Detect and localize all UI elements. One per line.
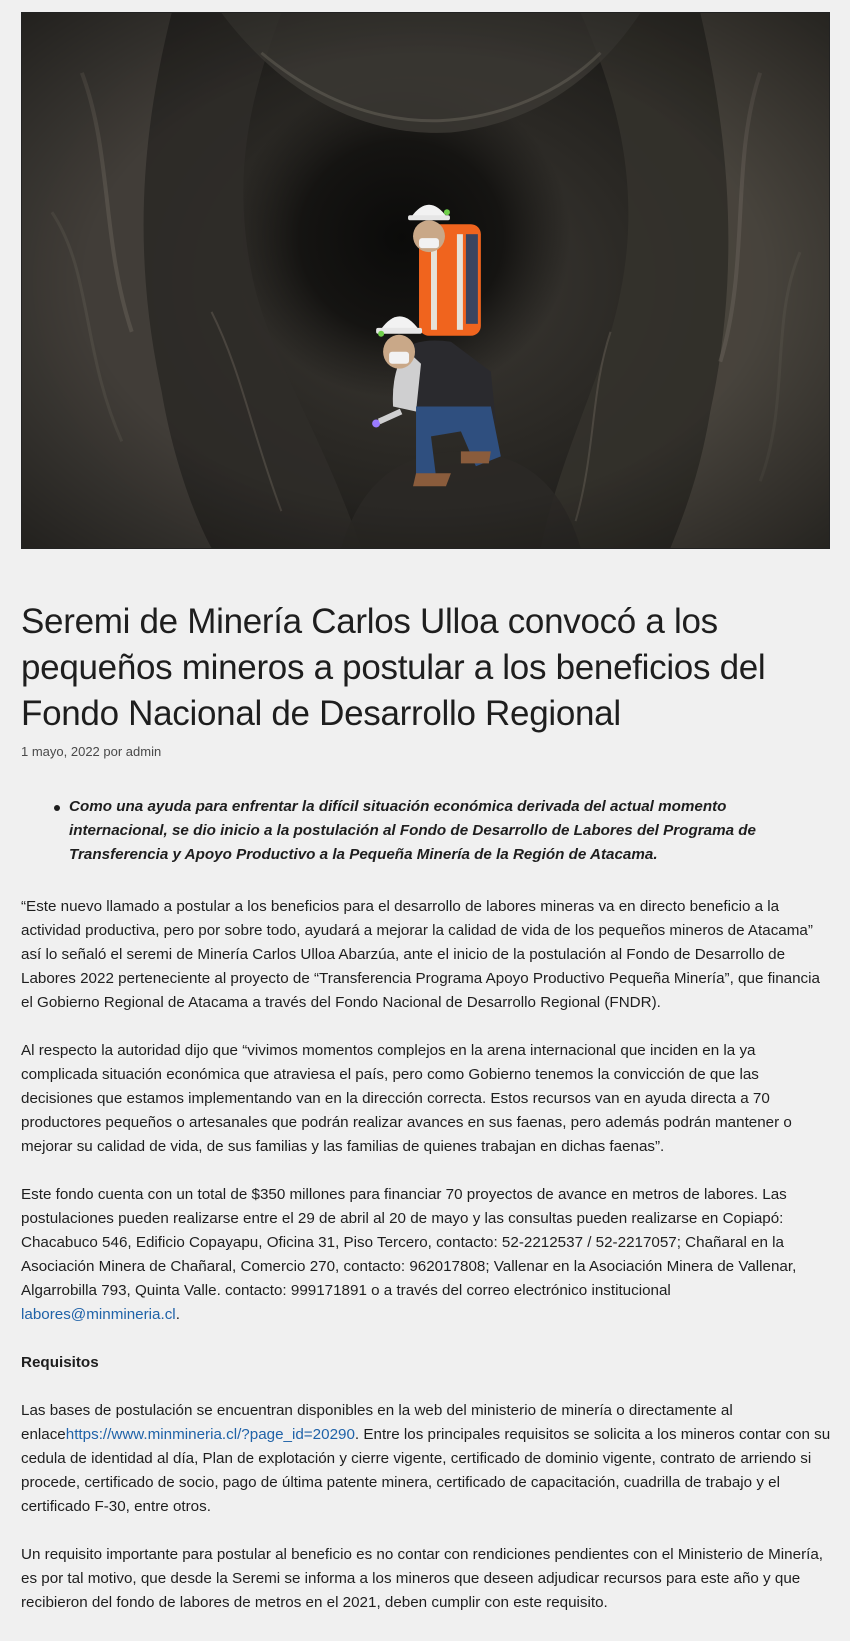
bullet-icon [54, 805, 60, 811]
bases-link[interactable]: https://www.minmineria.cl/?page_id=20290 [65, 1426, 355, 1443]
paragraph-4-start: Las bases de postulación se encuentran disponibles en la web del ministerio de minería o directamente al enlace [21, 1402, 733, 1443]
paragraph-4 [21, 1399, 833, 1519]
email-link[interactable]: labores@minmineria.cl [21, 1306, 176, 1323]
paragraph-1: “Este nuevo llamado a postular a los beneficios para el desarrollo de labores mineras va en directo beneficio a la actividad productiva, pero por sobre todo, ayudará a mejorar la calidad de vida de los pequeños mineros de Atacama” así lo señaló el seremi de Minería Carlos Ulloa Abarzúa, ante el inicio de la postulación al Fondo de Desarrollo de Labores 2022 perteneciente al proyecto de “Transferencia Programa Apoyo Productivo Pequeña Minería”, que financia el Gobierno Regional de Atacama a través del Fondo Nacional de Desarrollo Regional (FNDR). [21, 898, 820, 1011]
article-body [21, 895, 830, 1615]
paragraph-4-rest: . Entre los principales requisitos se solicita a los mineros contar con su cedula de identidad al día, Plan de explotación y cierre vigente, certificado de dominio vigente, contrato de arriendo si procede, certificado de socio, pago de última patente minera, certificado de capacitación, cuadrilla de trabajo y el certificado F-30, entre otros. [21, 1426, 831, 1515]
article-title: Seremi de Minería Carlos Ulloa convocó a los pequeños mineros a postular a los beneficios del Fondo Nacional de Desarrollo Regional [21, 602, 766, 733]
mine-tunnel-illustration [22, 13, 829, 548]
paragraph-3-text: Este fondo cuenta con un total de $350 millones para financiar 70 proyectos de avance en metros de labores. Las postulaciones pueden realizarse entre el 29 de abril al 20 de mayo y las consultas pueden realizarse en Copiapó: Chacabuco 546, Edificio Copayapu, Oficina 31, Piso Tercero, contacto: 52-2212537 / 52-2217057; Chañaral en la Asociación Minera de Chañaral, Comercio 270, contacto: 962017808; Vallenar en la Asociación Minera de Vallenar, Algarrobilla 793, Quinta Valle. contacto: 999171891 o a través del correo electrónico institucional [21, 1186, 797, 1299]
paragraph-5: Un requisito importante para postular al beneficio es no contar con rendiciones pendientes con el Ministerio de Minería, es por tal motivo, que desde la Seremi se informa a los mineros que deseen adjudicar recursos para este año y que recibieron del fondo de labores de metros en el 2021, deben cumplir con este requisito. [21, 1546, 824, 1611]
paragraph-3 [21, 1183, 833, 1327]
article-meta: 1 mayo, 2022 por admin [21, 744, 162, 759]
article-lead [21, 795, 821, 867]
paragraph-3-end: . [175, 1306, 180, 1323]
hero-image [21, 12, 830, 549]
lead-text: Como una ayuda para enfrentar la difícil situación económica derivada del actual momento internacional, se dio inicio a la postulación al Fondo de Desarrollo de Labores del Programa de Transferencia y Apoyo Productivo a la Pequeña Minería de la Región de Atacama. [69, 798, 756, 863]
requisitos-heading: Requisitos [21, 1354, 99, 1371]
paragraph-2: Al respecto la autoridad dijo que “vivimos momentos complejos en la arena internacional que inciden en la ya complicada situación económica que atraviesa el país, pero como Gobierno tenemos la convicción de que las decisiones que estamos implementando van en la dirección correcta. Estos recursos van en ayuda directa a 70 productores pequeños o artesanales que podrán realizar avances en sus faenas, pero además podrán mantener o mejorar su calidad de vida, de sus familias y las familias de quienes trabajan en dichas faenas”. [21, 1042, 792, 1155]
